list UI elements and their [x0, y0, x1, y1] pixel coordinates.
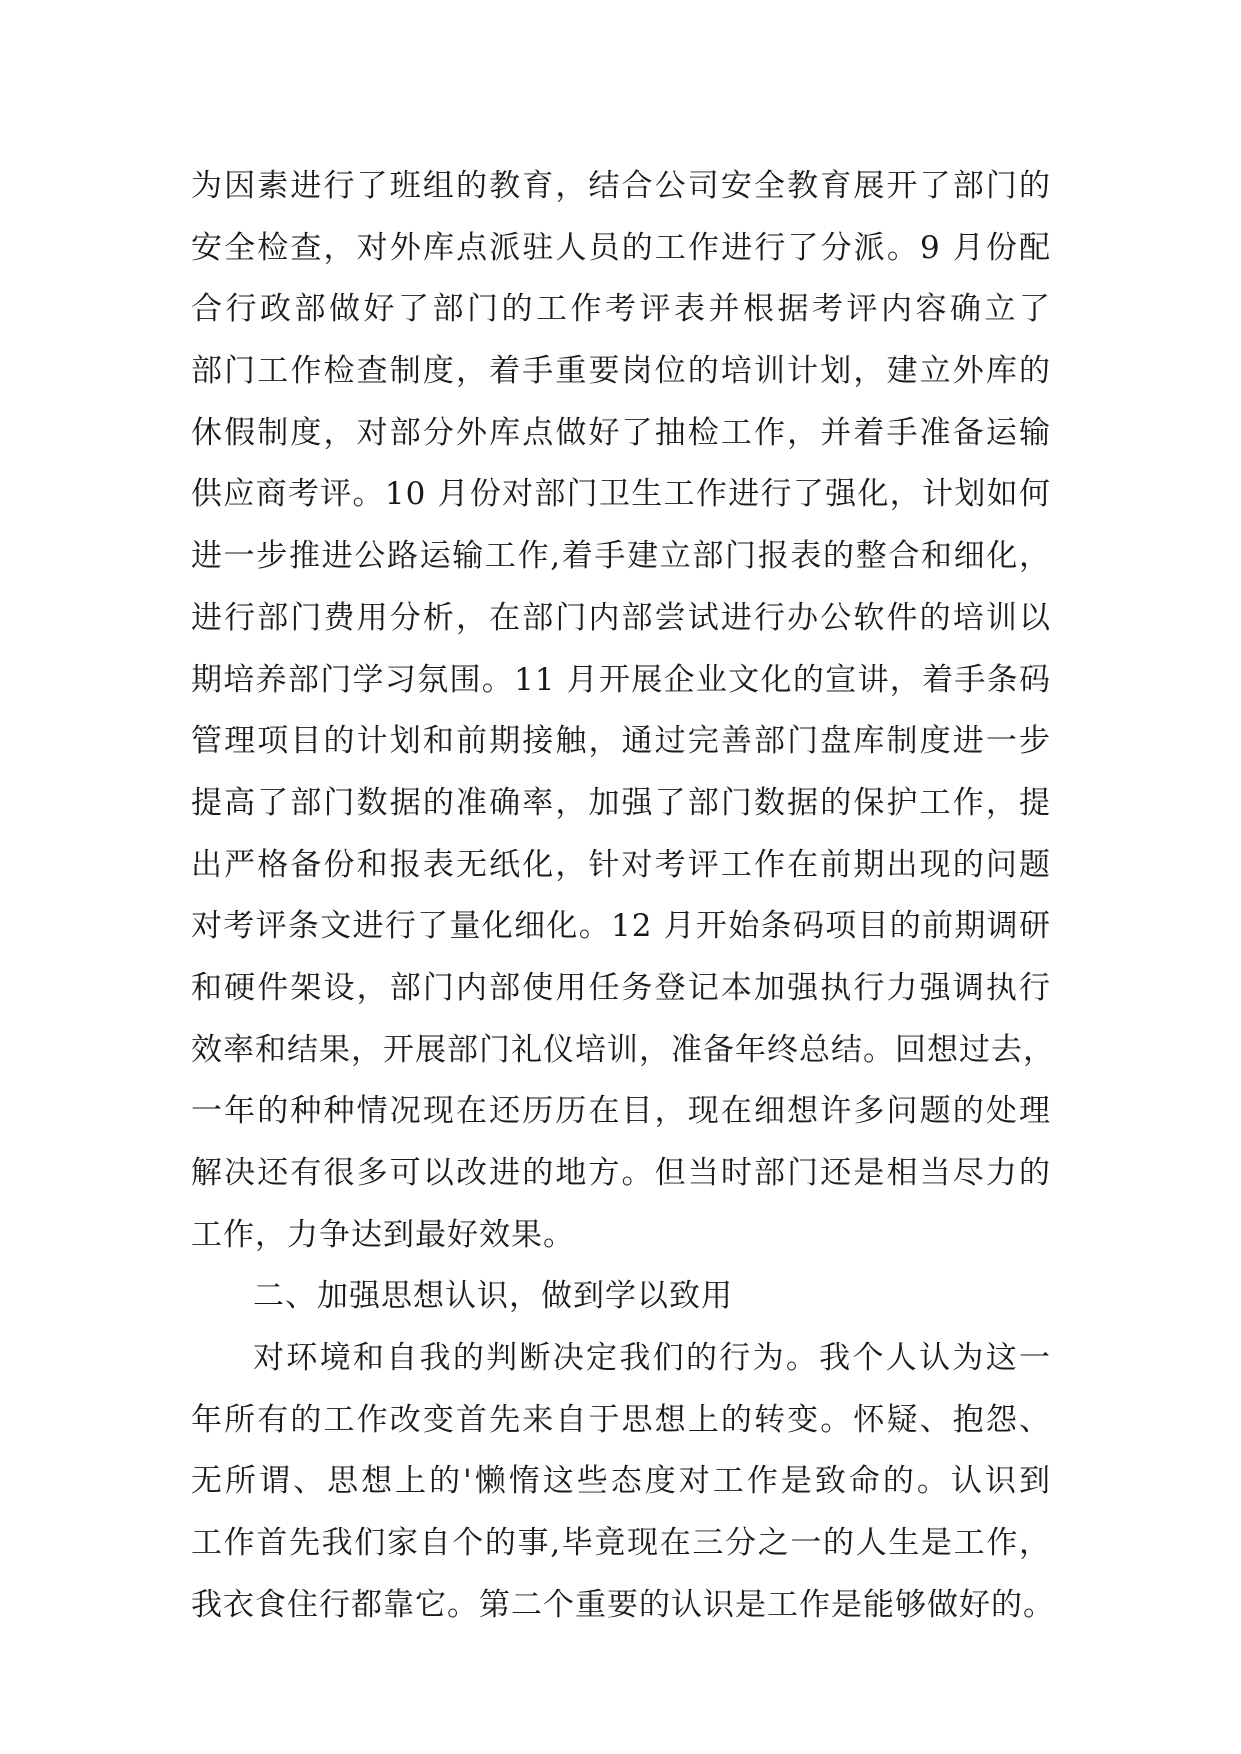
text-line: 对环境和自我的判断决定我们的行为。我个人认为这一 [253, 1340, 1051, 1377]
text-line: 部门工作检查制度，着手重要岗位的培训计划，建立外库的 [191, 353, 1051, 390]
text-line: 一年的种种情况现在还历历在目，现在细想许多问题的处理 [191, 1093, 1051, 1130]
text-line: 休假制度，对部分外库点做好了抽检工作，并着手准备运输 [191, 414, 1051, 451]
text-line: 进行部门费用分析，在部门内部尝试进行办公软件的培训以 [191, 599, 1051, 636]
text-line: 管理项目的计划和前期接触，通过完善部门盘库制度进一步 [191, 723, 1051, 760]
text-line: 和硬件架设，部门内部使用任务登记本加强执行力强调执行 [191, 969, 1051, 1006]
text-line: 我衣食住行都靠它。第二个重要的认识是工作是能够做好的。 [191, 1586, 1055, 1623]
text-line: 进一步推进公路运输工作,着手建立部门报表的整合和细化， [191, 538, 1051, 575]
text-line: 合行政部做好了部门的工作考评表并根据考评内容确立了 [191, 291, 1051, 328]
text-line: 工作，力争达到最好效果。 [191, 1216, 575, 1253]
document-page [191, 156, 1055, 1637]
text-line: 供应商考评。10 月份对部门卫生工作进行了强化，计划如何 [191, 476, 1051, 513]
text-line: 无所谓、思想上的'懒惰这些态度对工作是致命的。认识到 [191, 1463, 1051, 1500]
section-heading: 二、加强思想认识，做到学以致用 [253, 1278, 733, 1315]
text-line: 解决还有很多可以改进的地方。但当时部门还是相当尽力的 [191, 1155, 1051, 1191]
text-line: 期培养部门学习氛围。11 月开展企业文化的宣讲，着手条码 [191, 661, 1051, 698]
text-line: 对考评条文进行了量化细化。12 月开始条码项目的前期调研 [191, 908, 1051, 945]
text-line: 安全检查，对外库点派驻人员的工作进行了分派。9 月份配 [191, 229, 1051, 266]
text-line: 提高了部门数据的准确率，加强了部门数据的保护工作，提 [191, 784, 1051, 821]
text-line: 为因素进行了班组的教育，结合公司安全教育展开了部门的 [191, 168, 1051, 204]
text-line: 年所有的工作改变首先来自于思想上的转变。怀疑、抱怨、 [191, 1401, 1051, 1438]
text-line: 出严格备份和报表无纸化，针对考评工作在前期出现的问题 [191, 846, 1051, 883]
text-line: 效率和结果，开展部门礼仪培训，准备年终总结。回想过去， [191, 1031, 1055, 1068]
text-line: 工作首先我们家自个的事,毕竟现在三分之一的人生是工作， [191, 1525, 1051, 1562]
